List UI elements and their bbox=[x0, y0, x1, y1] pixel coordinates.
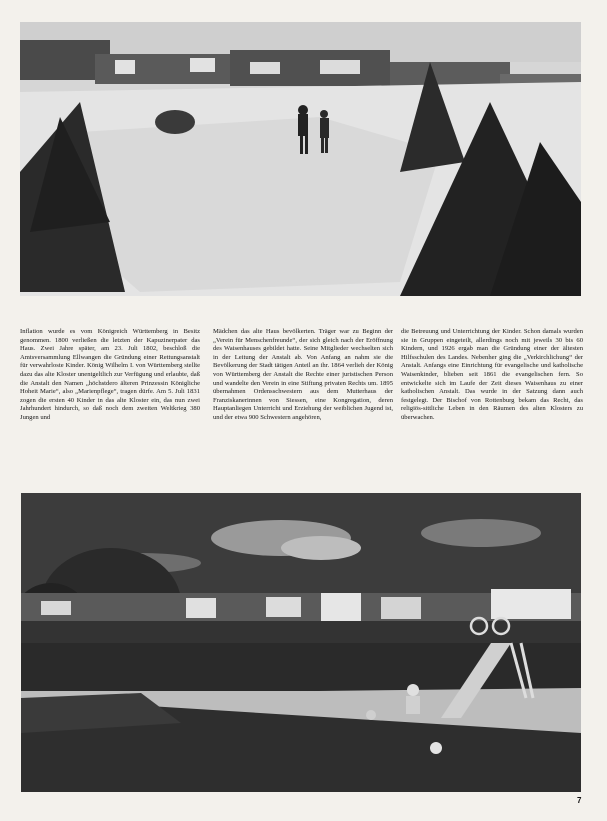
photo-snowy-settlement bbox=[20, 22, 581, 296]
article-column-2: Mädchen das alte Haus bevölkerten. Träger war zu Beginn der „Verein für Menschenfreunde“, der sich gleich nach der Eröffnung des Waisenhauses gebildet hatte. Seine Mitglieder wechselten sich in der Leitung der Anstalt ab. Von Anfang an nahm sie die Bevölkerung der Stadt tätigen Anteil an ihr. 1864 verlieh der König von Württemberg der Anstalt die Rechte einer juristischen Person und wandelte den Verein in eine Stiftung privaten Rechts um. 1895 übernahmen Ordensschwestern aus dem Mutterhaus der Franziskanerinnen von Siessen, eine Kongregation, deren Hauptanliegen Unterricht und Erziehung der weiblichen Jugend ist, und der etwa 900 Schwestern angehören, bbox=[213, 328, 393, 421]
photo-pool-with-slide-image bbox=[21, 493, 581, 792]
photo-snowy-settlement-image bbox=[20, 22, 581, 296]
article-column-1: Inflation wurde es vom Königreich Württemberg in Besitz genommen. 1800 verließen die letzten der Kapuzinerpater das Haus. Zwei Jahre später, am 23. Juli 1802, beschloß die Amtsversammlung Ellwangen die Gründung einer Rettungsanstalt für verwahrloste Kinder. König Wilhelm I. von Württemberg stellte dazu das alte Kloster unentgeltlich zur Verfügung und erlaubte, daß die Anstalt den Namen „höchstdero älteren Prinzessin Königliche Hoheit Marie“, also „Marienpflege“, tragen dürfe. Am 5. Juli 1831 zogen die ersten 40 Kinder in das alte Kloster ein, das nun zwei Jahrhundert hindurch, so daß noch dem zweiten Weltkrieg 380 Jungen und bbox=[20, 328, 200, 421]
article-column-3: die Betreuung und Unterrichtung der Kinder. Schon damals wurden sie in Gruppen eingeteilt, allerdings noch mit jeweils 30 bis 60 Kindern, und 1926 ergab man die Gründung einer der ältesten Hilfsschulen des Landes. Nebenher ging die „Verkirchlichung“ der Anstalt. Anfangs eine Einrichtung für evangelische und katholische Waisenkinder, blieben seit 1861 die evangelischen fern. So entwickelte sich im Laufe der Zeit dieses Waisenhaus zu einer katholischen Anstalt. Das wurde in der Satzung dann auch festgelegt. Der Bischof von Rottenburg bekam das Recht, das religiös-sittliche Leben in den Räumen des alten Klosters zu überwachen. bbox=[401, 328, 583, 421]
page-number: 7 bbox=[577, 796, 582, 805]
photo-pool-with-slide bbox=[21, 493, 581, 792]
